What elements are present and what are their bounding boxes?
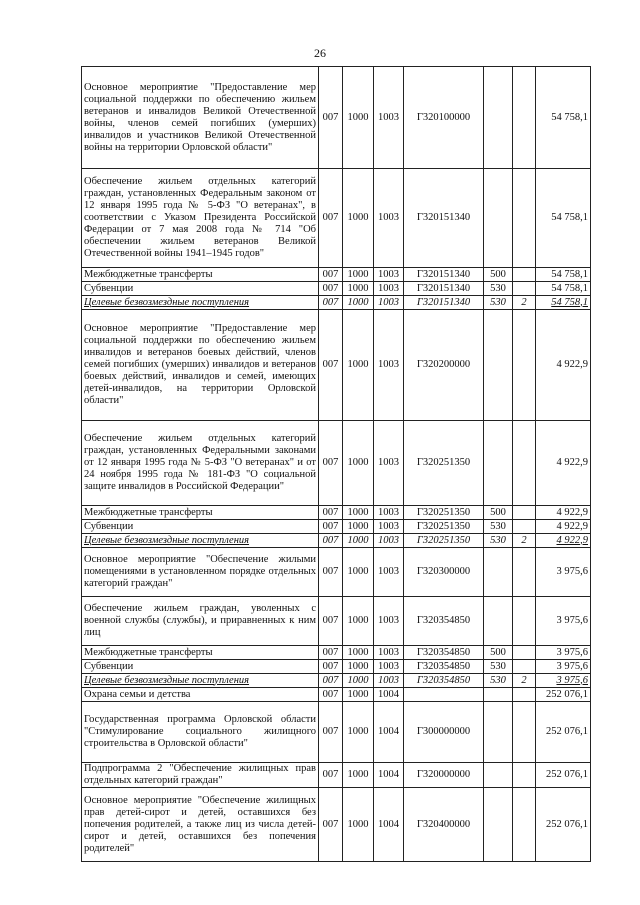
section-code: 1000 [343, 763, 374, 788]
table-row [82, 788, 591, 862]
expense-type-code [484, 67, 513, 169]
table-row [82, 534, 591, 548]
target-article-code: Г320251350 [404, 506, 484, 520]
section-code: 1000 [343, 296, 374, 310]
amount: 3 975,6 [536, 646, 591, 660]
subsection-code: 1003 [374, 421, 404, 506]
row-name: Основное мероприятие "Предоставление мер социальной поддержки по обеспечению жильем инвалидов и ветеранов боевых действий, членов семей погибших (умерших) инвалидов и ветеранов боевых действий, инвалидов и семей, имеющих детей-инвалидов, на территории Орловской области" [82, 310, 319, 421]
target-article-code: Г320400000 [404, 788, 484, 862]
revenue-kind-code [513, 67, 536, 169]
row-name: Межбюджетные трансферты [82, 646, 319, 660]
revenue-kind-code [513, 646, 536, 660]
row-name: Основное мероприятие "Предоставление мер социальной поддержки по обеспечению жильем ветеранов и инвалидов Великой Отечественной войны, членов семей погибших (умерших) инвалидов и участников Великой Отечественной войны на территории Орловской области" [82, 67, 319, 169]
target-article-code: Г320300000 [404, 548, 484, 597]
revenue-kind-code [513, 702, 536, 763]
section-code: 1000 [343, 548, 374, 597]
expense-type-code [484, 788, 513, 862]
grbs-code: 007 [319, 674, 343, 688]
amount: 252 076,1 [536, 702, 591, 763]
grbs-code: 007 [319, 268, 343, 282]
subsection-code: 1004 [374, 788, 404, 862]
table-row [82, 296, 591, 310]
grbs-code: 007 [319, 506, 343, 520]
grbs-code: 007 [319, 646, 343, 660]
table-row [82, 763, 591, 788]
subsection-code: 1003 [374, 310, 404, 421]
target-article-code: Г320251350 [404, 520, 484, 534]
revenue-kind-code [513, 688, 536, 702]
amount: 252 076,1 [536, 763, 591, 788]
grbs-code: 007 [319, 548, 343, 597]
target-article-code: Г320354850 [404, 646, 484, 660]
row-name: Субвенции [82, 520, 319, 534]
subsection-code: 1003 [374, 646, 404, 660]
table-row [82, 674, 591, 688]
table-row [82, 169, 591, 268]
target-article-code: Г320354850 [404, 597, 484, 646]
grbs-code: 007 [319, 296, 343, 310]
grbs-code: 007 [319, 421, 343, 506]
row-name: Основное мероприятие "Обеспечение жилыми помещениями в установленном порядке отдельных категорий граждан" [82, 548, 319, 597]
row-name: Основное мероприятие "Обеспечение жилищных прав детей-сирот и детей, оставшихся без попечения родителей, а также лиц из числа детей-сирот и детей, оставшихся без попечения родителей" [82, 788, 319, 862]
subsection-code: 1003 [374, 169, 404, 268]
expense-type-code [484, 421, 513, 506]
target-article-code: Г300000000 [404, 702, 484, 763]
revenue-kind-code [513, 597, 536, 646]
subsection-code: 1003 [374, 534, 404, 548]
amount: 252 076,1 [536, 688, 591, 702]
amount: 3 975,6 [536, 548, 591, 597]
amount: 3 975,6 [536, 674, 591, 688]
section-code: 1000 [343, 702, 374, 763]
revenue-kind-code: 2 [513, 674, 536, 688]
table-row [82, 548, 591, 597]
section-code: 1000 [343, 674, 374, 688]
subsection-code: 1003 [374, 282, 404, 296]
row-name: Подпрограмма 2 "Обеспечение жилищных прав отдельных категорий граждан" [82, 763, 319, 788]
row-name: Обеспечение жильем граждан, уволенных с военной службы (службы), и приравненных к ним лиц [82, 597, 319, 646]
subsection-code: 1003 [374, 67, 404, 169]
table-row [82, 506, 591, 520]
grbs-code: 007 [319, 534, 343, 548]
grbs-code: 007 [319, 702, 343, 763]
grbs-code: 007 [319, 169, 343, 268]
table-row [82, 702, 591, 763]
section-code: 1000 [343, 520, 374, 534]
target-article-code: Г320151340 [404, 296, 484, 310]
revenue-kind-code [513, 282, 536, 296]
grbs-code: 007 [319, 788, 343, 862]
expense-type-code: 500 [484, 646, 513, 660]
subsection-code: 1003 [374, 296, 404, 310]
subsection-code: 1004 [374, 763, 404, 788]
amount: 3 975,6 [536, 660, 591, 674]
table-row [82, 646, 591, 660]
row-name: Целевые безвозмездные поступления [82, 534, 319, 548]
target-article-code: Г320151340 [404, 169, 484, 268]
target-article-code: Г320354850 [404, 674, 484, 688]
table-row [82, 660, 591, 674]
subsection-code: 1003 [374, 520, 404, 534]
amount: 54 758,1 [536, 296, 591, 310]
subsection-code: 1003 [374, 506, 404, 520]
row-name: Обеспечение жильем отдельных категорий граждан, установленных Федеральным законом от 12 января 1995 года № 5-ФЗ "О ветеранах", в соответствии с Указом Президента Российской Федерации от 7 мая 2008 года № 714 "Об обеспечении жильем ветеранов Великой Отечественной войны 1941–1945 годов" [82, 169, 319, 268]
subsection-code: 1003 [374, 597, 404, 646]
row-name: Целевые безвозмездные поступления [82, 674, 319, 688]
section-code: 1000 [343, 169, 374, 268]
target-article-code: Г320251350 [404, 421, 484, 506]
row-name: Субвенции [82, 282, 319, 296]
grbs-code: 007 [319, 597, 343, 646]
page-number: 26 [314, 46, 326, 60]
grbs-code: 007 [319, 688, 343, 702]
grbs-code: 007 [319, 660, 343, 674]
target-article-code: Г320100000 [404, 67, 484, 169]
section-code: 1000 [343, 534, 374, 548]
revenue-kind-code [513, 268, 536, 282]
expense-type-code: 530 [484, 520, 513, 534]
amount: 4 922,9 [536, 421, 591, 506]
target-article-code: Г320200000 [404, 310, 484, 421]
subsection-code: 1003 [374, 268, 404, 282]
revenue-kind-code [513, 310, 536, 421]
table-row [82, 597, 591, 646]
budget-table [81, 66, 591, 862]
expense-type-code: 530 [484, 296, 513, 310]
section-code: 1000 [343, 660, 374, 674]
revenue-kind-code [513, 506, 536, 520]
grbs-code: 007 [319, 310, 343, 421]
revenue-kind-code [513, 788, 536, 862]
target-article-code: Г320151340 [404, 282, 484, 296]
grbs-code: 007 [319, 67, 343, 169]
subsection-code: 1003 [374, 660, 404, 674]
subsection-code: 1004 [374, 702, 404, 763]
amount: 54 758,1 [536, 67, 591, 169]
section-code: 1000 [343, 268, 374, 282]
expense-type-code: 530 [484, 534, 513, 548]
amount: 4 922,9 [536, 506, 591, 520]
target-article-code: Г320151340 [404, 268, 484, 282]
section-code: 1000 [343, 646, 374, 660]
revenue-kind-code [513, 548, 536, 597]
table-row [82, 67, 591, 169]
table-row [82, 268, 591, 282]
expense-type-code: 530 [484, 660, 513, 674]
expense-type-code [484, 702, 513, 763]
table-row [82, 421, 591, 506]
section-code: 1000 [343, 688, 374, 702]
section-code: 1000 [343, 67, 374, 169]
row-name: Субвенции [82, 660, 319, 674]
amount: 3 975,6 [536, 597, 591, 646]
amount: 54 758,1 [536, 268, 591, 282]
section-code: 1000 [343, 506, 374, 520]
row-name: Межбюджетные трансферты [82, 506, 319, 520]
expense-type-code: 500 [484, 506, 513, 520]
grbs-code: 007 [319, 763, 343, 788]
section-code: 1000 [343, 310, 374, 421]
expense-type-code: 530 [484, 674, 513, 688]
expense-type-code [484, 763, 513, 788]
revenue-kind-code [513, 169, 536, 268]
revenue-kind-code [513, 520, 536, 534]
target-article-code: Г320000000 [404, 763, 484, 788]
amount: 4 922,9 [536, 534, 591, 548]
expense-type-code [484, 548, 513, 597]
table-row [82, 310, 591, 421]
section-code: 1000 [343, 282, 374, 296]
amount: 54 758,1 [536, 169, 591, 268]
expense-type-code [484, 310, 513, 421]
subsection-code: 1003 [374, 548, 404, 597]
row-name: Государственная программа Орловской области "Стимулирование социального жилищного строительства в Орловской области" [82, 702, 319, 763]
revenue-kind-code [513, 660, 536, 674]
amount: 4 922,9 [536, 310, 591, 421]
expense-type-code [484, 169, 513, 268]
section-code: 1000 [343, 597, 374, 646]
revenue-kind-code [513, 763, 536, 788]
section-code: 1000 [343, 421, 374, 506]
target-article-code [404, 688, 484, 702]
expense-type-code: 500 [484, 268, 513, 282]
target-article-code: Г320251350 [404, 534, 484, 548]
row-name: Целевые безвозмездные поступления [82, 296, 319, 310]
row-name: Охрана семьи и детства [82, 688, 319, 702]
revenue-kind-code: 2 [513, 296, 536, 310]
grbs-code: 007 [319, 520, 343, 534]
target-article-code: Г320354850 [404, 660, 484, 674]
subsection-code: 1003 [374, 674, 404, 688]
amount: 54 758,1 [536, 282, 591, 296]
grbs-code: 007 [319, 282, 343, 296]
table-row [82, 688, 591, 702]
table-row [82, 282, 591, 296]
section-code: 1000 [343, 788, 374, 862]
row-name: Межбюджетные трансферты [82, 268, 319, 282]
expense-type-code: 530 [484, 282, 513, 296]
table-row [82, 520, 591, 534]
amount: 252 076,1 [536, 788, 591, 862]
expense-type-code [484, 597, 513, 646]
revenue-kind-code: 2 [513, 534, 536, 548]
subsection-code: 1004 [374, 688, 404, 702]
row-name: Обеспечение жильем отдельных категорий граждан, установленных Федеральными законами от 12 января 1995 года № 5-ФЗ "О ветеранах" и от 24 ноября 1995 года № 181-ФЗ "О социальной защите инвалидов в Российской Федерации" [82, 421, 319, 506]
amount: 4 922,9 [536, 520, 591, 534]
revenue-kind-code [513, 421, 536, 506]
expense-type-code [484, 688, 513, 702]
